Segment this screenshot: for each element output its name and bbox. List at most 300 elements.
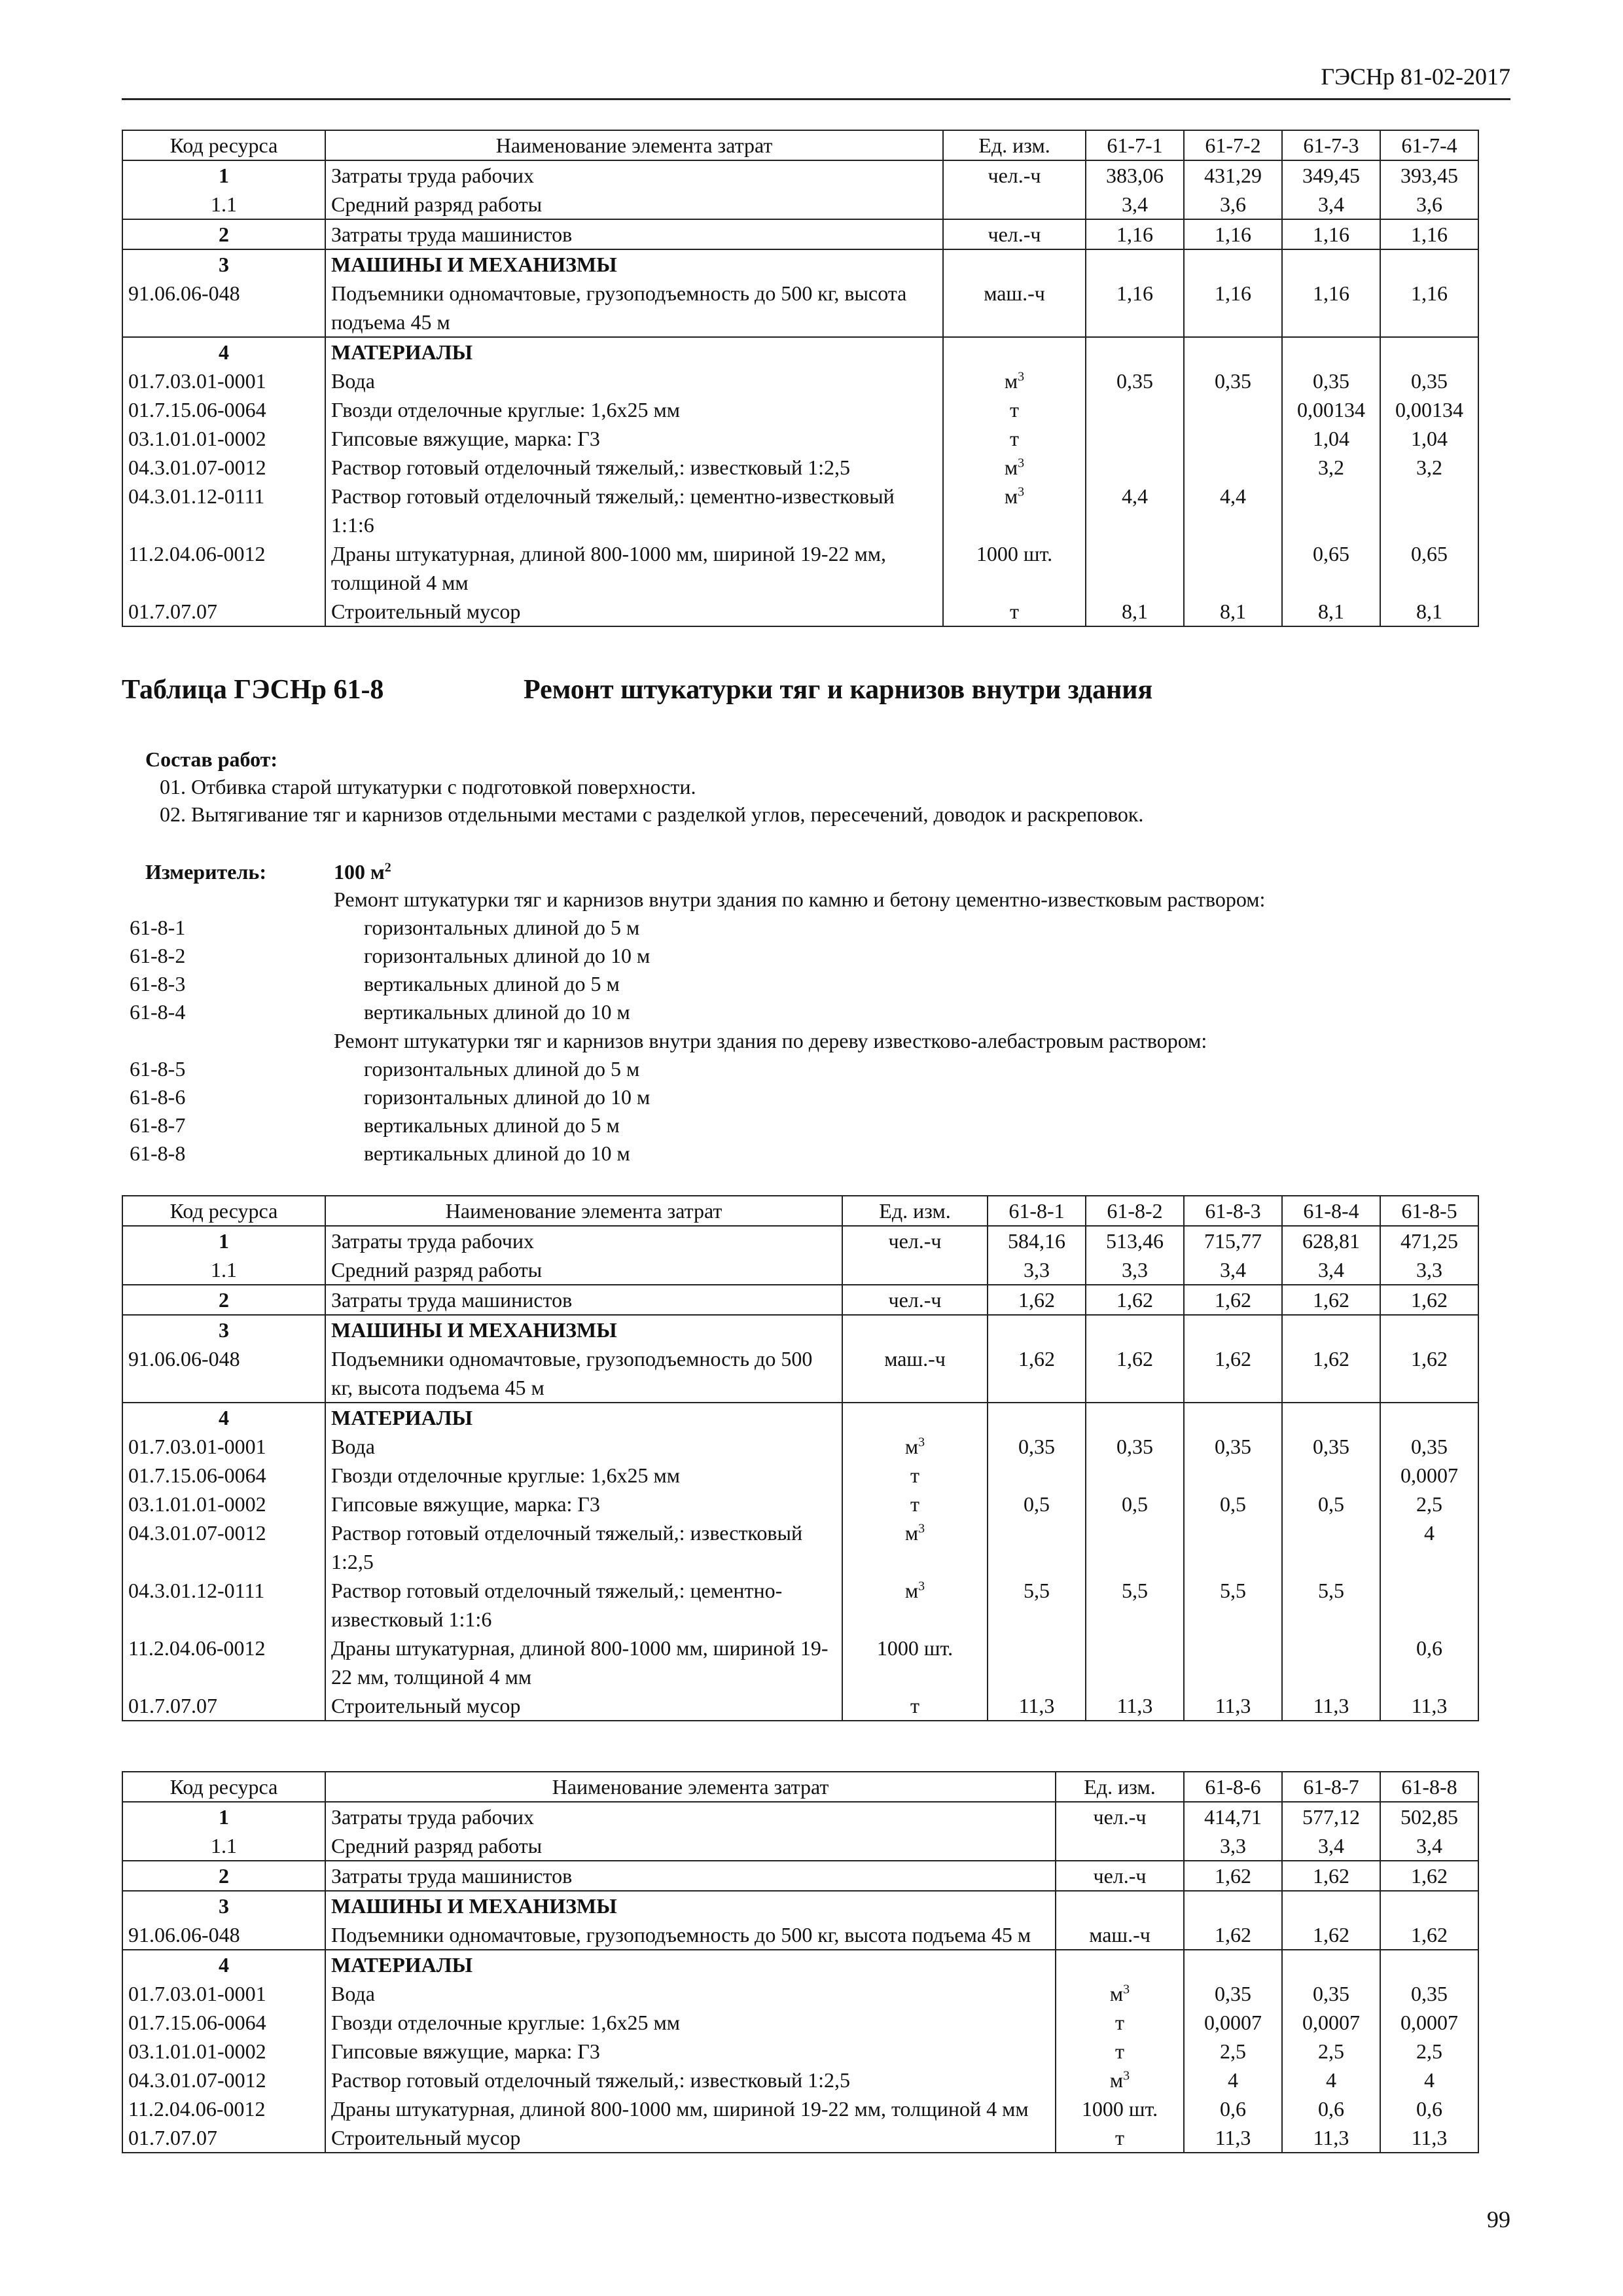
resource-unit xyxy=(943,190,1086,219)
resource-unit: чел.-ч xyxy=(842,1226,988,1255)
norm-value: 0,5 xyxy=(1184,1490,1282,1518)
norm-value: 0,00134 xyxy=(1282,395,1380,424)
norm-value xyxy=(1282,1518,1380,1576)
norm-value: 8,1 xyxy=(1282,597,1380,626)
column-header: Ед. изм. xyxy=(943,130,1086,160)
norm-value: 715,77 xyxy=(1184,1226,1282,1255)
norm-value: 1,62 xyxy=(988,1344,1086,1403)
resource-code: 3 xyxy=(122,1315,325,1344)
column-header: 61-7-3 xyxy=(1282,130,1380,160)
table-row xyxy=(122,453,1478,482)
resource-code: 1 xyxy=(122,1226,325,1255)
norm-value xyxy=(1380,1315,1478,1344)
table-row xyxy=(122,1891,1478,1920)
resource-unit xyxy=(943,367,1086,395)
norm-value xyxy=(1282,249,1380,279)
norm-value: 4 xyxy=(1184,2066,1282,2094)
norm-value: 11,3 xyxy=(1380,2123,1478,2153)
norm-value: 0,35 xyxy=(988,1432,1086,1461)
resource-name: Затраты труда рабочих xyxy=(325,1802,1056,1831)
norm-value xyxy=(1380,1950,1478,1979)
table-row xyxy=(122,1950,1478,1979)
resource-table-61-8-1-5 xyxy=(122,1195,1479,1721)
resource-name: Гвозди отделочные круглые: 1,6х25 мм xyxy=(325,395,943,424)
norm-value xyxy=(988,1634,1086,1691)
norm-value xyxy=(1184,453,1282,482)
norm-value: 0,35 xyxy=(1282,1432,1380,1461)
resource-code: 91.06.06-048 xyxy=(122,1920,325,1950)
norm-value: 1,16 xyxy=(1086,279,1184,337)
resource-code: 04.3.01.07-0012 xyxy=(122,1518,325,1576)
resource-code: 04.3.01.07-0012 xyxy=(122,453,325,482)
norm-value: 4,4 xyxy=(1184,482,1282,539)
norm-value: 3,6 xyxy=(1184,190,1282,219)
table-row xyxy=(122,1403,1478,1432)
unit-exponent: 3 xyxy=(918,1579,925,1594)
resource-code: 1.1 xyxy=(122,1255,325,1285)
norm-value: 1,16 xyxy=(1380,219,1478,249)
resource-code: 1.1 xyxy=(122,1831,325,1861)
norm-value xyxy=(1184,1461,1282,1490)
norm-value: 0,35 xyxy=(1184,1979,1282,2008)
norm-value xyxy=(1380,1576,1478,1634)
norm-value: 4,4 xyxy=(1086,482,1184,539)
table-row xyxy=(122,2094,1478,2123)
table-row xyxy=(122,424,1478,453)
norm-value: 0,35 xyxy=(1086,1432,1184,1461)
unit-text: м xyxy=(904,1435,919,1458)
norm-value: 1,62 xyxy=(1282,1861,1380,1891)
column-header: 61-8-4 xyxy=(1282,1196,1380,1226)
column-header: 61-7-2 xyxy=(1184,130,1282,160)
norm-value: 11,3 xyxy=(1282,2123,1380,2153)
table-row xyxy=(122,1691,1478,1721)
norm-value xyxy=(1184,395,1282,424)
resource-unit xyxy=(842,1403,988,1432)
resource-name: МАТЕРИАЛЫ xyxy=(325,337,943,367)
resource-name: МАШИНЫ И МЕХАНИЗМЫ xyxy=(325,249,943,279)
norm-value xyxy=(1282,1461,1380,1490)
unit-exponent: 3 xyxy=(1123,1982,1130,1997)
resource-unit: чел.-ч xyxy=(943,219,1086,249)
norm-value: 11,3 xyxy=(988,1691,1086,1721)
norm-value: 1,16 xyxy=(1380,279,1478,337)
norm-value: 3,3 xyxy=(1184,1831,1282,1861)
resource-unit: 1000 шт. xyxy=(943,539,1086,597)
norm-value xyxy=(1380,249,1478,279)
resource-unit: т xyxy=(1056,2037,1184,2066)
resource-name: Вода xyxy=(325,1979,1056,2008)
resource-code: 01.7.15.06-0064 xyxy=(122,1461,325,1490)
table-row xyxy=(122,1285,1478,1315)
unit-exponent: 3 xyxy=(918,1521,925,1536)
norm-value: 0,65 xyxy=(1282,539,1380,597)
resource-unit: 1000 шт. xyxy=(1056,2094,1184,2123)
resource-unit: 1000 шт. xyxy=(842,1634,988,1691)
resource-name: МАТЕРИАЛЫ xyxy=(325,1950,1056,1979)
norm-value: 628,81 xyxy=(1282,1226,1380,1255)
works-label: Состав работ: xyxy=(145,747,278,771)
resource-unit xyxy=(842,1255,988,1285)
resource-code: 01.7.15.06-0064 xyxy=(122,395,325,424)
resource-unit xyxy=(943,453,1086,482)
column-header: Наименование элемента затрат xyxy=(325,130,943,160)
unit-exponent: 3 xyxy=(1018,456,1025,471)
page-number: 99 xyxy=(1487,2206,1510,2233)
norm-value xyxy=(1086,337,1184,367)
table-row xyxy=(122,1226,1478,1255)
norm-value xyxy=(1282,482,1380,539)
norm-value: 0,5 xyxy=(1282,1490,1380,1518)
resource-name: Подъемники одномачтовые, грузоподъемность до 500 кг, высота подъема 45 м xyxy=(325,279,943,337)
table-row xyxy=(122,1344,1478,1403)
norm-value: 3,3 xyxy=(988,1255,1086,1285)
norm-value: 1,62 xyxy=(1380,1920,1478,1950)
resource-table-61-7 xyxy=(122,130,1479,627)
norm-value: 383,06 xyxy=(1086,160,1184,190)
norm-value xyxy=(1086,453,1184,482)
resource-code: 11.2.04.06-0012 xyxy=(122,1634,325,1691)
resource-code: 3 xyxy=(122,249,325,279)
resource-unit xyxy=(1056,1979,1184,2008)
resource-name: Вода xyxy=(325,1432,842,1461)
resource-code: 4 xyxy=(122,1950,325,1979)
norm-value xyxy=(1184,337,1282,367)
norm-value: 8,1 xyxy=(1380,597,1478,626)
norm-value: 11,3 xyxy=(1282,1691,1380,1721)
resource-code: 03.1.01.01-0002 xyxy=(122,1490,325,1518)
norm-value: 2,5 xyxy=(1282,2037,1380,2066)
resource-code: 2 xyxy=(122,1285,325,1315)
norm-value: 3,2 xyxy=(1282,453,1380,482)
norm-value: 1,62 xyxy=(1380,1344,1478,1403)
norm-value: 0,6 xyxy=(1184,2094,1282,2123)
column-header: 61-8-3 xyxy=(1184,1196,1282,1226)
resource-unit: т xyxy=(943,424,1086,453)
norm-value: 5,5 xyxy=(1086,1576,1184,1634)
column-header: 61-8-6 xyxy=(1184,1772,1282,1802)
column-header: 61-8-2 xyxy=(1086,1196,1184,1226)
resource-name: Драны штукатурная, длиной 800-1000 мм, шириной 19-22 мм, толщиной 4 мм xyxy=(325,2094,1056,2123)
norm-value xyxy=(1086,1315,1184,1344)
resource-unit xyxy=(842,1432,988,1461)
table-row xyxy=(122,2037,1478,2066)
norm-value: 0,35 xyxy=(1184,367,1282,395)
table-row xyxy=(122,1634,1478,1691)
norm-value: 3,6 xyxy=(1380,190,1478,219)
norm-value xyxy=(1184,539,1282,597)
norm-value: 0,5 xyxy=(988,1490,1086,1518)
norm-value xyxy=(1086,539,1184,597)
norm-value: 577,12 xyxy=(1282,1802,1380,1831)
resource-code: 11.2.04.06-0012 xyxy=(122,539,325,597)
resource-name: Драны штукатурная, длиной 800-1000 мм, шириной 19-22 мм, толщиной 4 мм xyxy=(325,1634,842,1691)
norm-value: 1,62 xyxy=(1380,1285,1478,1315)
resource-name: Средний разряд работы xyxy=(325,1255,842,1285)
norm-value: 2,5 xyxy=(1380,2037,1478,2066)
resource-code: 2 xyxy=(122,219,325,249)
norm-value xyxy=(988,1461,1086,1490)
work-item: 02. Вытягивание тяг и карнизов отдельными местами с разделкой углов, пересечений, доводок и раскреповок. xyxy=(160,802,1144,826)
norm-value xyxy=(1086,1461,1184,1490)
norm-description: горизонтальных длиной до 10 м xyxy=(364,944,651,967)
norm-value: 1,62 xyxy=(1086,1285,1184,1315)
column-header: Код ресурса xyxy=(122,1196,325,1226)
norm-value: 8,1 xyxy=(1086,597,1184,626)
norm-value: 414,71 xyxy=(1184,1802,1282,1831)
table-row xyxy=(122,1490,1478,1518)
table-row xyxy=(122,279,1478,337)
norm-value: 1,62 xyxy=(1184,1285,1282,1315)
norm-value xyxy=(1184,1950,1282,1979)
column-header: 61-8-8 xyxy=(1380,1772,1478,1802)
norm-value: 3,3 xyxy=(1086,1255,1184,1285)
norm-value: 8,1 xyxy=(1184,597,1282,626)
norm-value: 0,6 xyxy=(1380,2094,1478,2123)
norm-value xyxy=(1282,1403,1380,1432)
table-header-row xyxy=(122,1772,1478,1802)
resource-code: 04.3.01.12-0111 xyxy=(122,482,325,539)
table-row xyxy=(122,1802,1478,1831)
norm-value: 393,45 xyxy=(1380,160,1478,190)
resource-code: 1.1 xyxy=(122,190,325,219)
resource-code: 01.7.07.07 xyxy=(122,597,325,626)
resource-unit: маш.-ч xyxy=(1056,1920,1184,1950)
norm-value xyxy=(1282,1891,1380,1920)
unit-exponent: 3 xyxy=(918,1435,925,1450)
group-heading: Ремонт штукатурки тяг и карнизов внутри здания по дереву известково-алебастровым раствором: xyxy=(334,1029,1207,1052)
meter-label: Измеритель: xyxy=(145,860,266,884)
table-row xyxy=(122,597,1478,626)
table-row xyxy=(122,1432,1478,1461)
norm-value xyxy=(1086,424,1184,453)
resource-code: 4 xyxy=(122,1403,325,1432)
resource-name: Подъемники одномачтовые, грузоподъемность до 500 кг, высота подъема 45 м xyxy=(325,1920,1056,1950)
norm-value xyxy=(1184,1634,1282,1691)
norm-value: 11,3 xyxy=(1086,1691,1184,1721)
norm-value: 1,16 xyxy=(1184,219,1282,249)
norm-value: 2,5 xyxy=(1184,2037,1282,2066)
norm-value: 0,6 xyxy=(1282,2094,1380,2123)
norm-description: горизонтальных длиной до 5 м xyxy=(364,916,640,939)
resource-unit: маш.-ч xyxy=(842,1344,988,1403)
norm-description: горизонтальных длиной до 5 м xyxy=(364,1057,640,1081)
table-row xyxy=(122,539,1478,597)
norm-value: 0,65 xyxy=(1380,539,1478,597)
norm-value: 0,0007 xyxy=(1184,2008,1282,2037)
resource-code: 4 xyxy=(122,337,325,367)
norm-code: 61-8-4 xyxy=(130,1000,186,1024)
norm-code: 61-8-3 xyxy=(130,972,186,996)
unit-text: м xyxy=(1004,369,1018,393)
norm-value xyxy=(988,1518,1086,1576)
norm-value xyxy=(1184,1315,1282,1344)
resource-code: 1 xyxy=(122,160,325,190)
table-row xyxy=(122,367,1478,395)
resource-name: Строительный мусор xyxy=(325,2123,1056,2153)
resource-unit: чел.-ч xyxy=(1056,1802,1184,1831)
norm-value: 431,29 xyxy=(1184,160,1282,190)
norm-value: 513,46 xyxy=(1086,1226,1184,1255)
norm-value xyxy=(1086,1518,1184,1576)
norm-value: 1,16 xyxy=(1282,219,1380,249)
norm-value xyxy=(1086,1403,1184,1432)
norm-value: 4 xyxy=(1282,2066,1380,2094)
resource-name: Затраты труда машинистов xyxy=(325,1285,842,1315)
norm-value: 0,35 xyxy=(1184,1432,1282,1461)
column-header: 61-8-7 xyxy=(1282,1772,1380,1802)
table-row xyxy=(122,219,1478,249)
norm-code: 61-8-1 xyxy=(130,916,186,939)
resource-name: Средний разряд работы xyxy=(325,190,943,219)
resource-code: 01.7.07.07 xyxy=(122,2123,325,2153)
table-label: Таблица ГЭСНр 61-8 xyxy=(122,675,384,705)
table-row xyxy=(122,1576,1478,1634)
resource-code: 1 xyxy=(122,1802,325,1831)
norm-value: 0,5 xyxy=(1086,1490,1184,1518)
norm-value: 4 xyxy=(1380,2066,1478,2094)
norm-value: 1,62 xyxy=(1282,1344,1380,1403)
resource-code: 04.3.01.07-0012 xyxy=(122,2066,325,2094)
column-header: Код ресурса xyxy=(122,1772,325,1802)
norm-value xyxy=(1282,1634,1380,1691)
norm-value: 1,62 xyxy=(1282,1285,1380,1315)
norm-value: 1,16 xyxy=(1184,279,1282,337)
resource-unit: чел.-ч xyxy=(1056,1861,1184,1891)
norm-value: 0,35 xyxy=(1380,1979,1478,2008)
unit-text: м xyxy=(1004,484,1018,508)
norm-value xyxy=(1380,482,1478,539)
norm-description: вертикальных длиной до 10 м xyxy=(364,1141,630,1165)
resource-code: 01.7.03.01-0001 xyxy=(122,1432,325,1461)
norm-value xyxy=(1282,1315,1380,1344)
resource-name: Гипсовые вяжущие, марка: Г3 xyxy=(325,1490,842,1518)
norm-value: 0,35 xyxy=(1380,367,1478,395)
norm-value: 1,62 xyxy=(1380,1861,1478,1891)
unit-exponent: 3 xyxy=(1018,369,1025,384)
resource-name: Драны штукатурная, длиной 800-1000 мм, шириной 19-22 мм, толщиной 4 мм xyxy=(325,539,943,597)
norm-code: 61-8-5 xyxy=(130,1057,186,1081)
doc-code-header: ГЭСНр 81-02-2017 xyxy=(1321,63,1510,90)
resource-code: 11.2.04.06-0012 xyxy=(122,2094,325,2123)
norm-value: 584,16 xyxy=(988,1226,1086,1255)
resource-unit xyxy=(1056,1891,1184,1920)
norm-value: 3,4 xyxy=(1282,190,1380,219)
norm-value xyxy=(1184,1518,1282,1576)
norm-value xyxy=(1184,1891,1282,1920)
table-row xyxy=(122,2008,1478,2037)
resource-code: 03.1.01.01-0002 xyxy=(122,424,325,453)
resource-name: Затраты труда рабочих xyxy=(325,1226,842,1255)
resource-name: Гипсовые вяжущие, марка: Г3 xyxy=(325,2037,1056,2066)
table-row xyxy=(122,395,1478,424)
norm-value xyxy=(988,1315,1086,1344)
norm-code: 61-8-8 xyxy=(130,1141,186,1165)
resource-code: 03.1.01.01-0002 xyxy=(122,2037,325,2066)
resource-code: 01.7.03.01-0001 xyxy=(122,1979,325,2008)
table-row xyxy=(122,160,1478,190)
norm-value: 1,62 xyxy=(1086,1344,1184,1403)
resource-code: 04.3.01.12-0111 xyxy=(122,1576,325,1634)
column-header: Наименование элемента затрат xyxy=(325,1772,1056,1802)
norm-value: 3,4 xyxy=(1086,190,1184,219)
resource-name: Гвозди отделочные круглые: 1,6х25 мм xyxy=(325,2008,1056,2037)
column-header: 61-8-5 xyxy=(1380,1196,1478,1226)
resource-unit xyxy=(943,337,1086,367)
norm-value: 1,16 xyxy=(1086,219,1184,249)
unit-text: м xyxy=(1004,456,1018,479)
table-row xyxy=(122,482,1478,539)
norm-value xyxy=(988,1403,1086,1432)
norm-value: 471,25 xyxy=(1380,1226,1478,1255)
resource-unit: маш.-ч xyxy=(943,279,1086,337)
table-row xyxy=(122,337,1478,367)
norm-value: 3,4 xyxy=(1380,1831,1478,1861)
norm-value xyxy=(1086,395,1184,424)
norm-value: 1,16 xyxy=(1282,279,1380,337)
norm-value: 0,0007 xyxy=(1282,2008,1380,2037)
resource-unit: т xyxy=(1056,2123,1184,2153)
norm-description: вертикальных длиной до 10 м xyxy=(364,1000,630,1024)
resource-code: 3 xyxy=(122,1891,325,1920)
norm-code: 61-8-6 xyxy=(130,1085,186,1109)
resource-unit xyxy=(1056,2066,1184,2094)
resource-code: 2 xyxy=(122,1861,325,1891)
resource-name: Раствор готовый отделочный тяжелый,: известковый 1:2,5 xyxy=(325,1518,842,1576)
norm-value: 1,62 xyxy=(1184,1861,1282,1891)
norm-description: вертикальных длиной до 5 м xyxy=(364,1113,620,1137)
resource-name: Раствор готовый отделочный тяжелый,: цементно-известковый 1:1:6 xyxy=(325,482,943,539)
unit-text: м xyxy=(904,1579,919,1602)
resource-name: Строительный мусор xyxy=(325,1691,842,1721)
norm-value: 2,5 xyxy=(1380,1490,1478,1518)
resource-name: Затраты труда машинистов xyxy=(325,1861,1056,1891)
resource-unit xyxy=(1056,1831,1184,1861)
table-title: Ремонт штукатурки тяг и карнизов внутри здания xyxy=(524,675,1153,705)
table-header-row xyxy=(122,130,1478,160)
table-row xyxy=(122,2123,1478,2153)
resource-name: Вода xyxy=(325,367,943,395)
resource-unit: т xyxy=(842,1490,988,1518)
norm-value: 1,62 xyxy=(1184,1344,1282,1403)
resource-table-61-8-6-8 xyxy=(122,1771,1479,2153)
table-row xyxy=(122,1315,1478,1344)
norm-value: 5,5 xyxy=(1184,1576,1282,1634)
resource-unit: т xyxy=(842,1461,988,1490)
resource-unit xyxy=(842,1315,988,1344)
resource-code: 91.06.06-048 xyxy=(122,279,325,337)
unit-text: м xyxy=(904,1521,919,1545)
unit-exponent: 3 xyxy=(1123,2068,1130,2083)
table-row xyxy=(122,1461,1478,1490)
norm-value xyxy=(1184,249,1282,279)
header-rule xyxy=(122,98,1510,100)
unit-text: м xyxy=(1109,2068,1124,2092)
table-row xyxy=(122,1255,1478,1285)
resource-name: Затраты труда машинистов xyxy=(325,219,943,249)
norm-value xyxy=(1282,337,1380,367)
norm-value xyxy=(1086,249,1184,279)
unit-exponent: 3 xyxy=(1018,484,1025,499)
norm-value: 3,3 xyxy=(1380,1255,1478,1285)
norm-value: 11,3 xyxy=(1380,1691,1478,1721)
resource-name: Раствор готовый отделочный тяжелый,: известковый 1:2,5 xyxy=(325,453,943,482)
resource-name: Раствор готовый отделочный тяжелый,: цементно-известковый 1:1:6 xyxy=(325,1576,842,1634)
resource-name: Гвозди отделочные круглые: 1,6х25 мм xyxy=(325,1461,842,1490)
norm-value: 502,85 xyxy=(1380,1802,1478,1831)
norm-code: 61-8-2 xyxy=(130,944,186,967)
norm-value: 0,6 xyxy=(1380,1634,1478,1691)
